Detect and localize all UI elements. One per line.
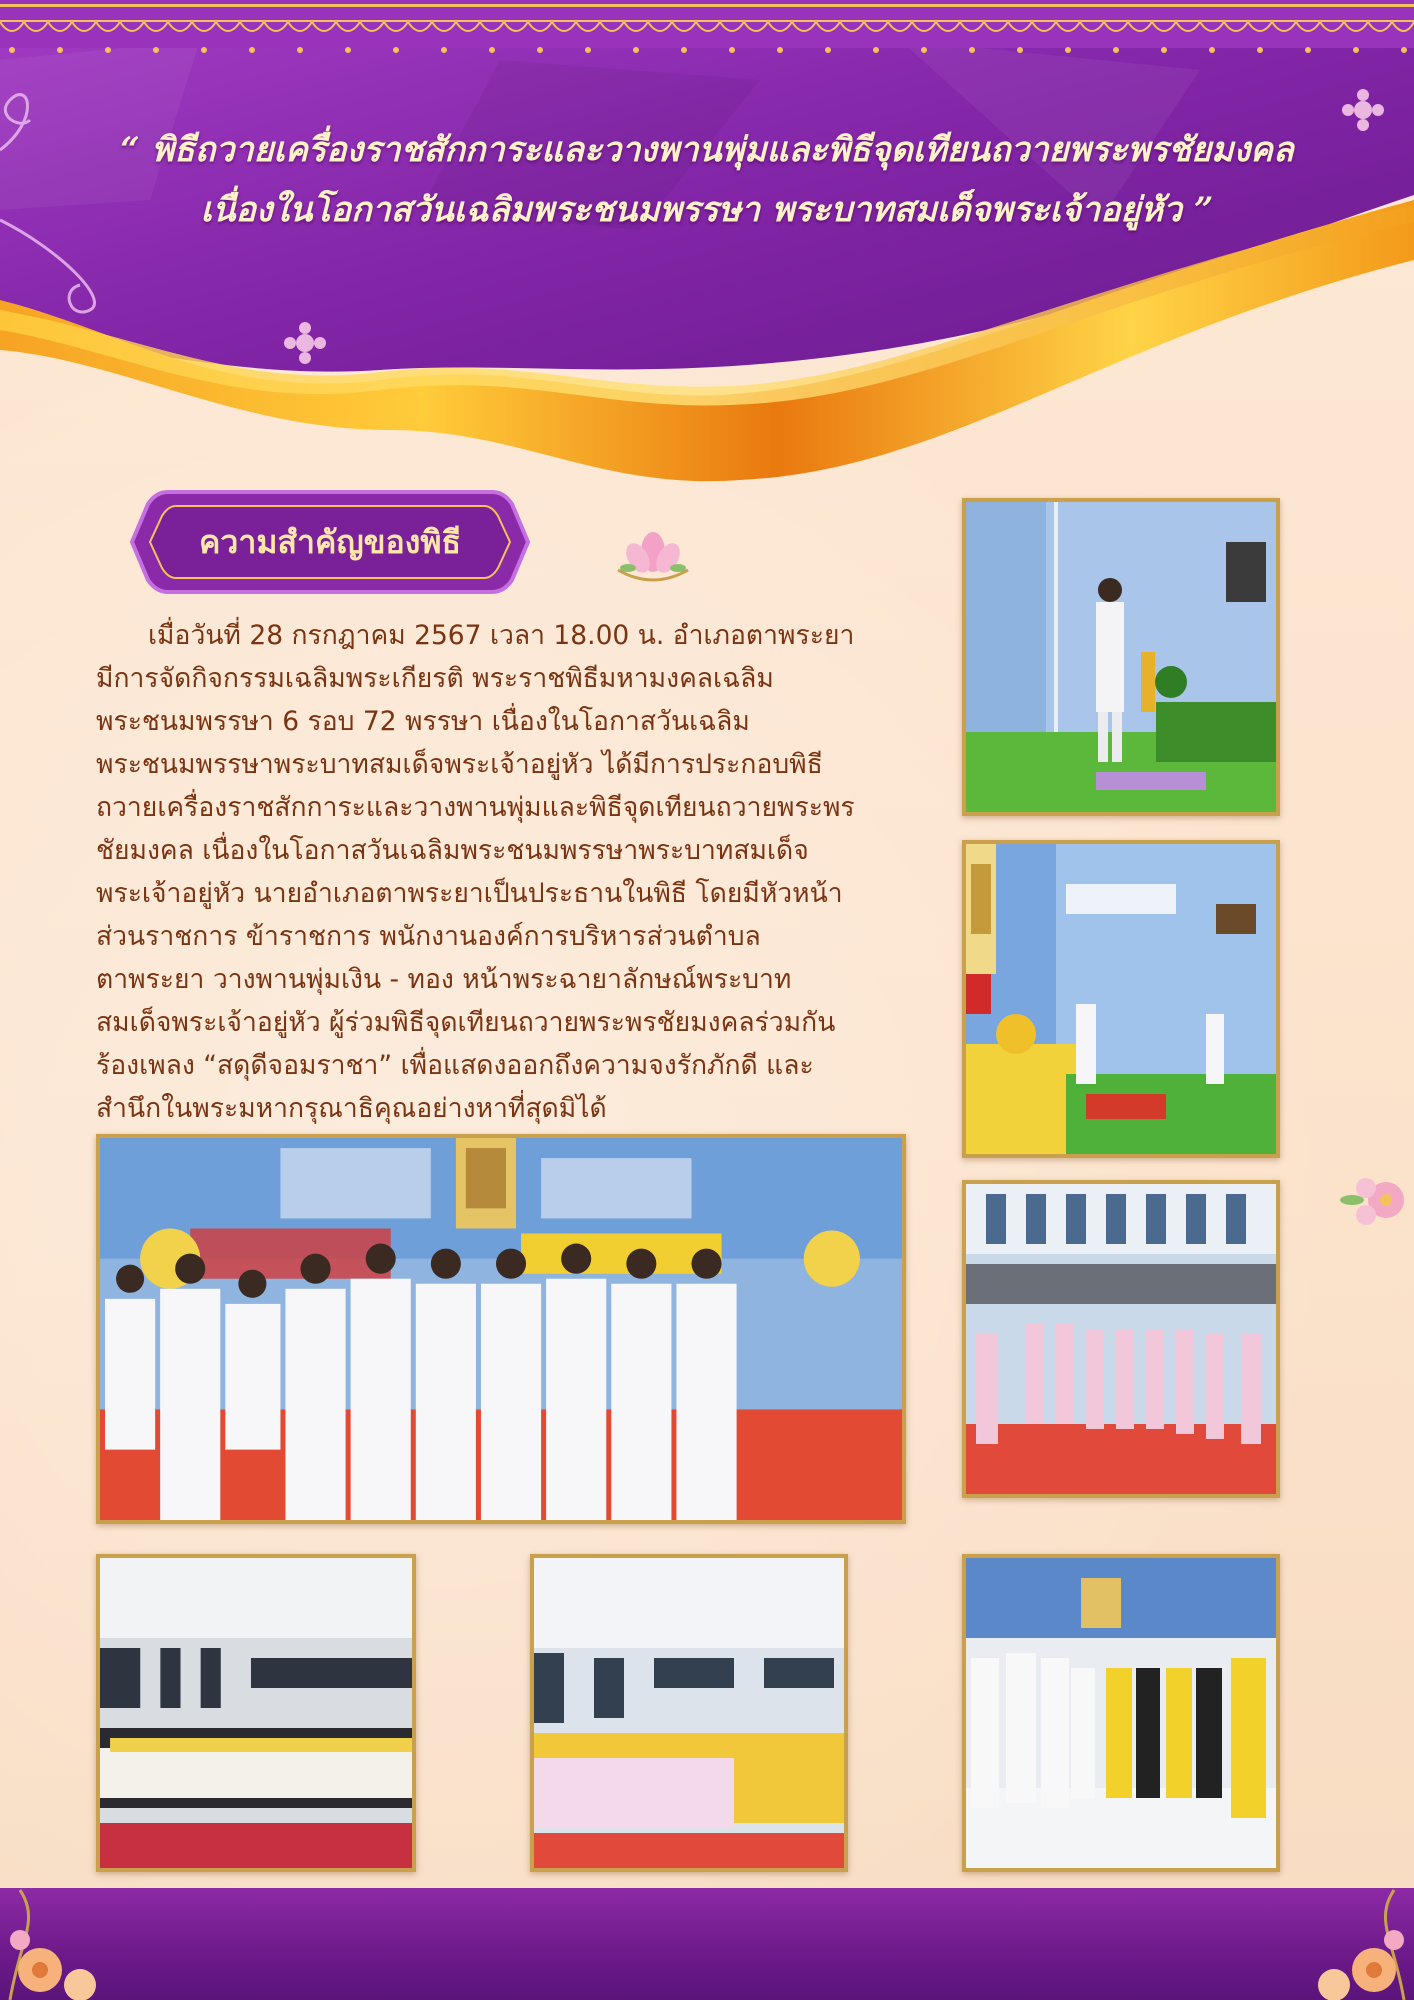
photo-altar-offering — [962, 498, 1280, 816]
poster-title — [0, 120, 1414, 240]
photo-group-officials — [96, 1134, 906, 1524]
body-line-3: พระชนมพรรษา 6 รอบ 72 พรรษา เนื่องในโอกาสวันเฉลิม — [96, 706, 750, 737]
body-line-6: ชัยมงคล เนื่องในโอกาสวันเฉลิมพระชนมพรรษาพระบาทสมเด็จ — [96, 835, 809, 866]
footer-band — [0, 1888, 1414, 2000]
body-line-7: พระเจ้าอยู่หัว นายอำเภอตาพระยาเป็นประธานในพิธี โดยมีหัวหน้า — [96, 878, 843, 909]
photo-hall-crowd-2 — [530, 1554, 848, 1872]
body-line-8: ส่วนราชการ ข้าราชการ พนักงานองค์การบริหารส่วนตำบล — [96, 921, 761, 952]
body-line-12: สำนึกในพระมหากรุณาธิคุณอย่างหาที่สุดมิได้ — [96, 1093, 607, 1124]
body-line-11: ร้องเพลง “สดุดีจอมราชา” เพื่อแสดงออกถึงความจงรักภักดี และ — [96, 1050, 814, 1081]
photo-group-yellow — [962, 1554, 1280, 1872]
body-paragraph — [96, 614, 946, 1130]
body-line-5: ถวายเครื่องราชสักการะและวางพานพุ่มและพิธีจุดเทียนถวายพระพร — [96, 792, 855, 823]
corner-flower-right-icon — [1284, 1880, 1414, 2000]
body-line-2: มีการจัดกิจกรรมเฉลิมพระเกียรติ พระราชพิธีมหามงคลเฉลิม — [96, 663, 774, 694]
photo-stage-ceremony — [962, 840, 1280, 1158]
header-banner — [0, 0, 1414, 500]
lotus-icon — [608, 520, 698, 590]
body-line-4: พระชนมพรรษาพระบาทสมเด็จพระเจ้าอยู่หัว ได้มีการประกอบพิธี — [96, 749, 823, 780]
photo-hall-crowd-1 — [96, 1554, 416, 1872]
title-line-1: “ พิธีถวายเครื่องราชสักการะและวางพานพุ่มและพิธีจุดเทียนถวายพระพรชัยมงคล — [120, 130, 1294, 170]
corner-flower-left-icon — [0, 1880, 130, 2000]
body-line-10: สมเด็จพระเจ้าอยู่หัว ผู้ร่วมพิธีจุดเทียนถวายพระพรชัยมงคลร่วมกัน — [96, 1007, 836, 1038]
title-line-2: เนื่องในโอกาสวันเฉลิมพระชนมพรรษา พระบาทสมเด็จพระเจ้าอยู่หัว ” — [200, 190, 1214, 230]
body-line-1: เมื่อวันที่ 28 กรกฎาคม 2567 เวลา 18.00 น. อำเภอตาพระยา — [148, 620, 855, 651]
flower-icon — [1336, 1160, 1414, 1240]
photo-lineup-hall — [962, 1180, 1280, 1498]
section-badge-label: ความสำคัญของพิธี — [199, 523, 461, 561]
body-line-9: ตาพระยา วางพานพุ่มเงิน - ทอง หน้าพระฉายาลักษณ์พระบาท — [96, 964, 792, 995]
